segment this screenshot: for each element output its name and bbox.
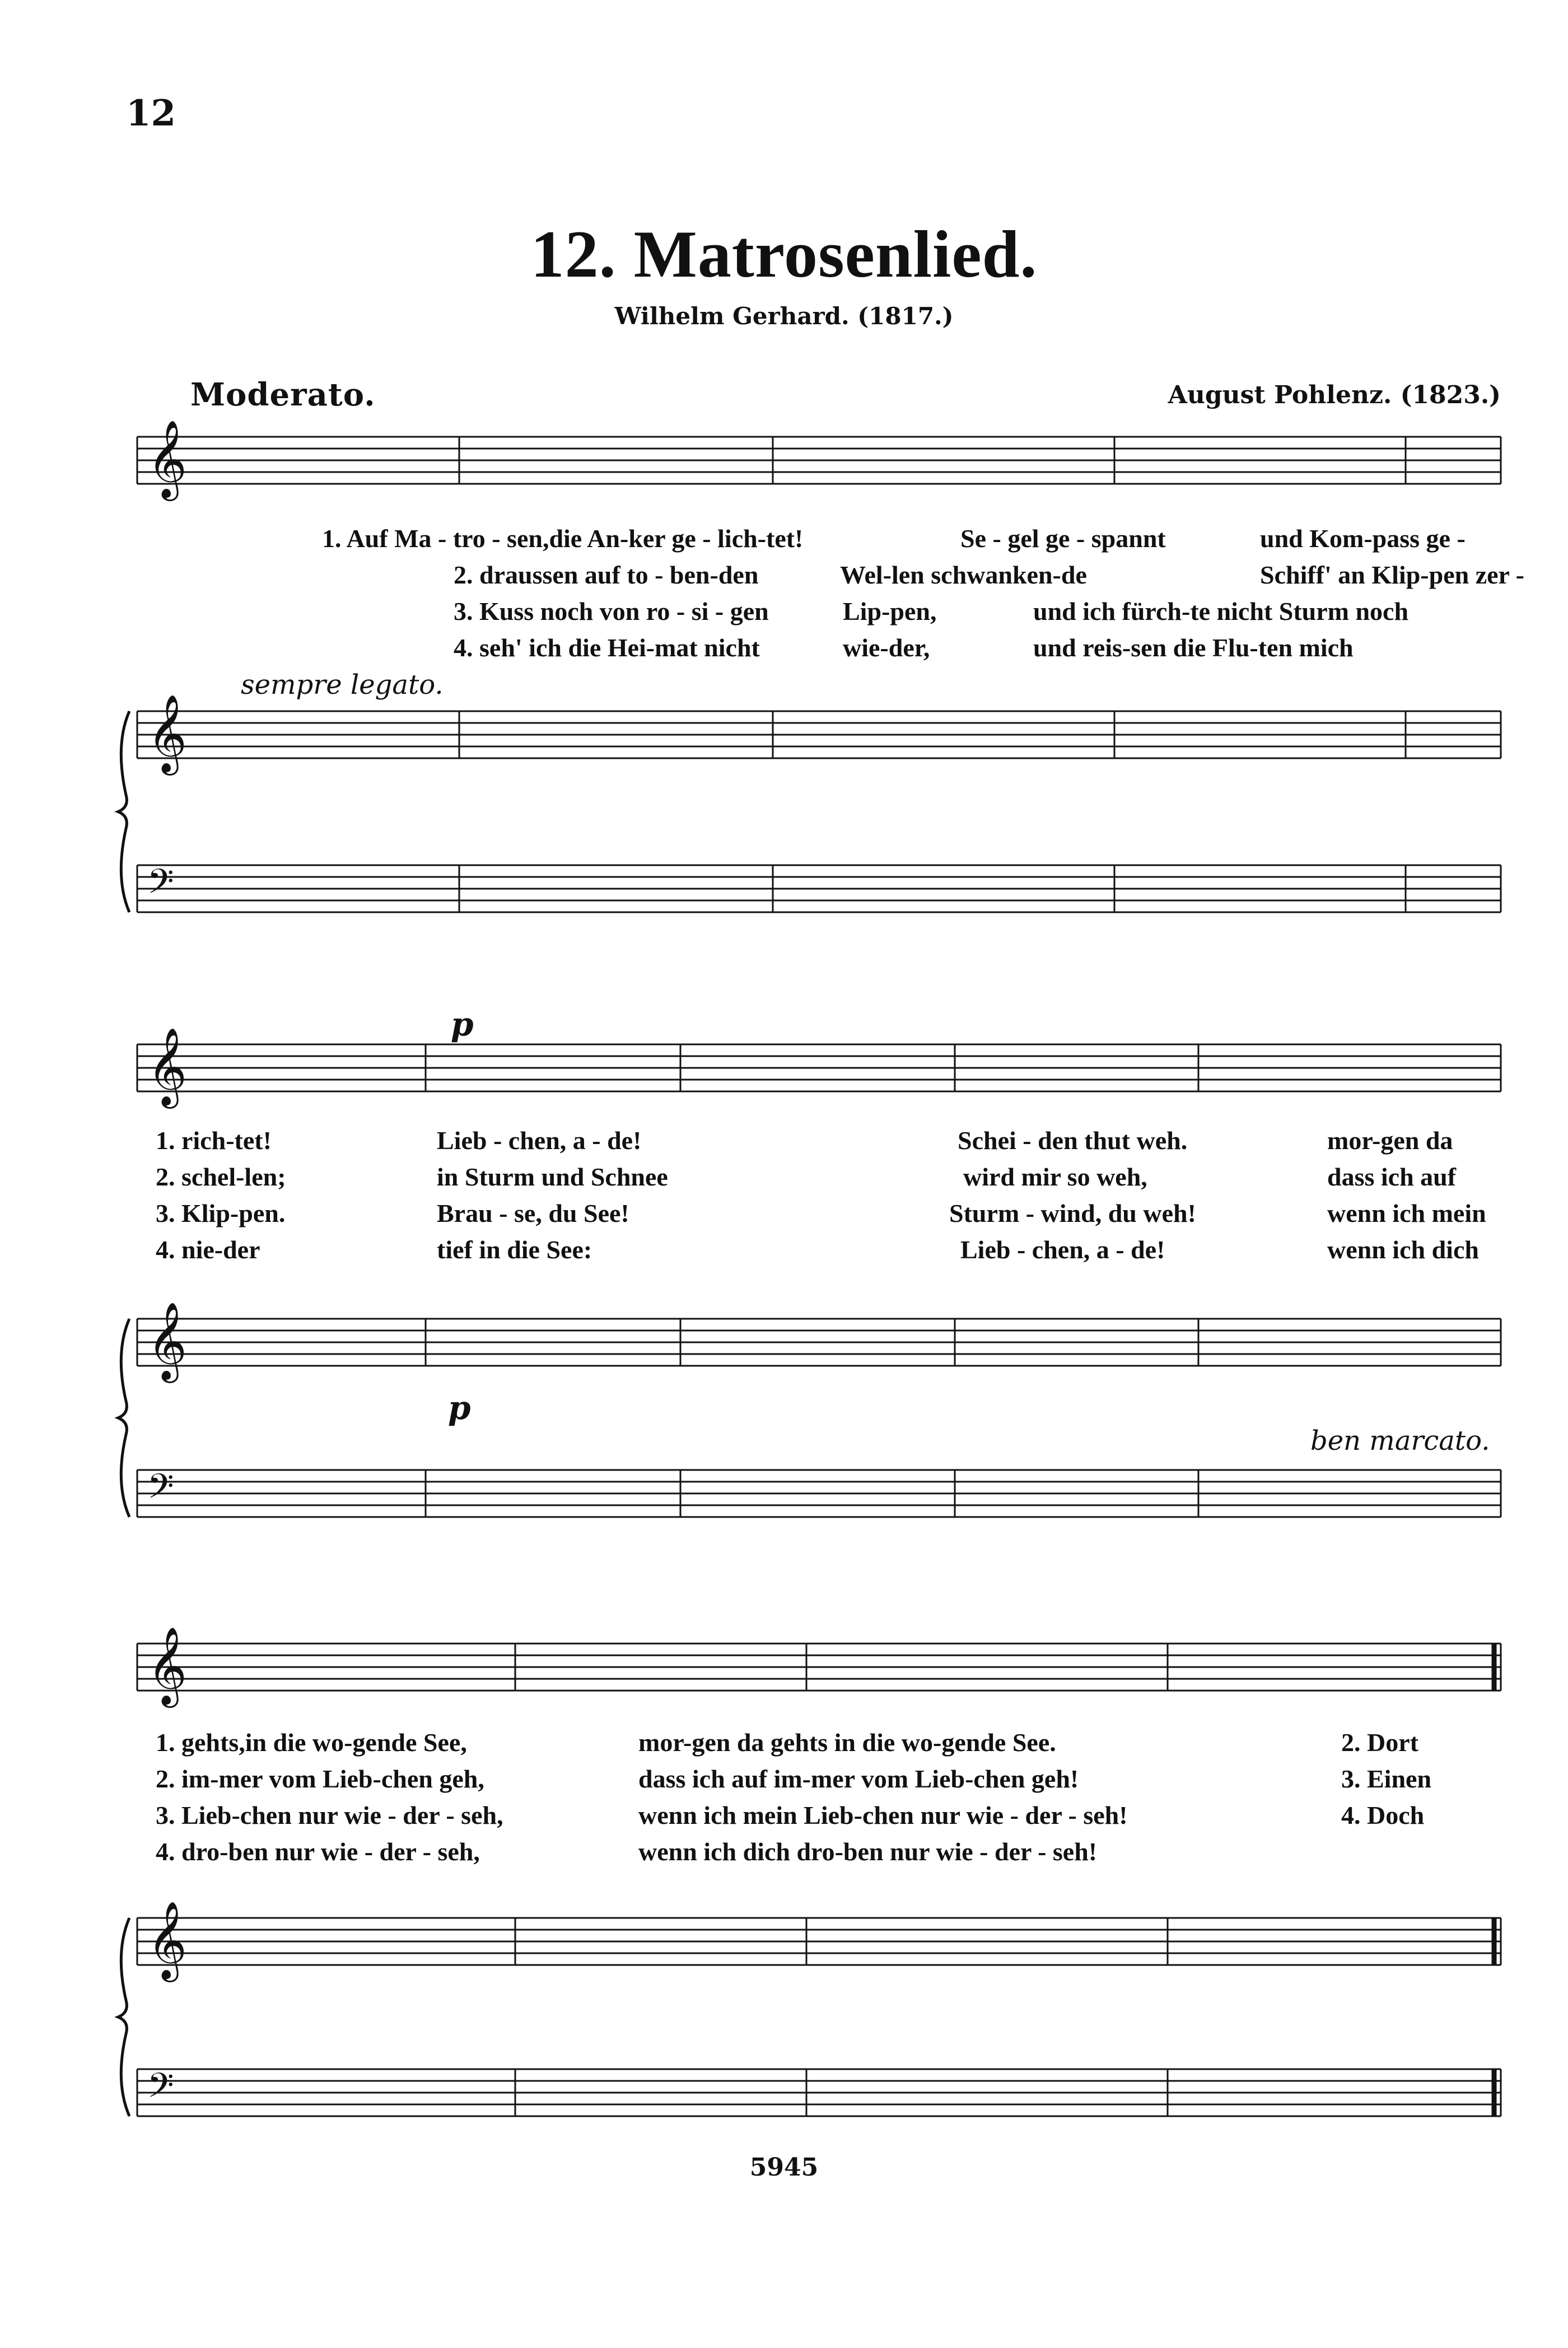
lyric-s2-v3-d: wenn ich mein [1327,1199,1486,1227]
lyric-s3-v1-b: mor-gen da gehts in die wo-gende See. [638,1728,1056,1757]
lyric-s1-v2-c: Schiff' an Klip-pen zer - [1260,561,1524,589]
treble-clef-icon: 𝄞 [147,1302,187,1380]
piano-dynamic-piano: p [448,1389,471,1427]
lyric-s1-v1-b: Se - gel ge - spannt [960,524,1166,553]
poet-credit: Wilhelm Gerhard. (1817.) [614,302,954,330]
page-title: 12. Matrosenlied. [530,217,1038,291]
treble-clef-icon: 𝄞 [147,694,187,772]
lyric-s3-v3-a: 3. Lieb-chen nur wie - der - seh, [156,1801,503,1829]
lyric-s1-v4-a: 4. seh' ich die Hei-mat nicht [454,633,760,662]
bass-clef-icon: 𝄢 [147,1467,174,1515]
lyric-s2-v1-d: mor-gen da [1327,1126,1453,1155]
lyric-s2-v4-c: Lieb - chen, a - de! [960,1235,1165,1264]
piano-brace [118,711,129,912]
lyric-s2-v4-a: 4. nie-der [156,1235,260,1264]
lyric-s3-v1-c: 2. Dort [1341,1728,1418,1757]
lyric-s3-v4-b: wenn ich dich dro-ben nur wie - der - seh! [638,1837,1098,1866]
composer-credit: August Pohlenz. (1823.) [1168,381,1501,409]
lyric-s2-v2-b: in Sturm und Schnee [437,1163,668,1191]
lyric-s1-v4-b: wie-der, [843,633,930,662]
piano-dynamic-voice: p [451,1005,474,1043]
lyric-s1-v4-c: und reis-sen die Flu-ten mich [1033,633,1354,662]
piano-brace [118,1918,129,2116]
page-number: 12 [126,92,176,134]
lyric-s2-v3-b: Brau - se, du See! [437,1199,629,1227]
lyric-s2-v3-c: Sturm - wind, du weh! [949,1199,1196,1227]
lyric-s1-v2-a: 2. draussen auf to - ben-den [454,561,759,589]
lyric-s2-v4-b: tief in die See: [437,1235,592,1264]
lyric-s2-v1-a: 1. rich-tet! [156,1126,272,1155]
sempre-legato-marking: sempre legato. [241,669,444,701]
bass-clef-icon: 𝄢 [147,2066,174,2114]
piano-brace [118,1319,129,1517]
treble-clef-icon: 𝄞 [147,1901,187,1979]
lyric-s1-v2-b: Wel-len schwanken-de [840,561,1087,589]
lyric-s1-v3-a: 3. Kuss noch von ro - si - gen [454,597,769,625]
lyric-s1-v1-a: 1. Auf Ma - tro - sen,die An-ker ge - lich-tet! [322,524,804,553]
treble-clef-icon: 𝄞 [147,1028,187,1105]
lyric-s3-v3-c: 4. Doch [1341,1801,1425,1829]
plate-number: 5945 [749,2153,819,2182]
lyric-s3-v1-a: 1. gehts,in die wo-gende See, [156,1728,467,1757]
lyric-s3-v2-a: 2. im-mer vom Lieb-chen geh, [156,1764,484,1793]
lyric-s3-v4-a: 4. dro-ben nur wie - der - seh, [156,1837,480,1866]
lyric-s2-v2-c: wird mir so weh, [963,1163,1147,1191]
tempo-marking: Moderato. [190,376,376,413]
lyric-s2-v1-b: Lieb - chen, a - de! [437,1126,642,1155]
lyric-s1-v3-c: und ich fürch-te nicht Sturm noch [1033,597,1409,625]
lyric-s2-v4-d: wenn ich dich [1327,1235,1479,1264]
bass-clef-icon: 𝄢 [147,862,174,910]
lyric-s2-v3-a: 3. Klip-pen. [156,1199,286,1227]
treble-clef-icon: 𝄞 [147,420,187,498]
lyric-s1-v1-c: und Kom-pass ge - [1260,524,1466,553]
treble-clef-icon: 𝄞 [147,1627,187,1705]
lyric-s3-v3-b: wenn ich mein Lieb-chen nur wie - der - seh! [638,1801,1128,1829]
lyric-s2-v1-c: Schei - den thut weh. [958,1126,1188,1155]
lyric-s3-v2-b: dass ich auf im-mer vom Lieb-chen geh! [638,1764,1079,1793]
ben-marcato-marking: ben marcato. [1310,1425,1490,1457]
lyric-s3-v2-c: 3. Einen [1341,1764,1432,1793]
lyric-s2-v2-d: dass ich auf [1327,1163,1457,1191]
lyric-s1-v3-b: Lip-pen, [843,597,937,625]
lyric-s2-v2-a: 2. schel-len; [156,1163,286,1191]
